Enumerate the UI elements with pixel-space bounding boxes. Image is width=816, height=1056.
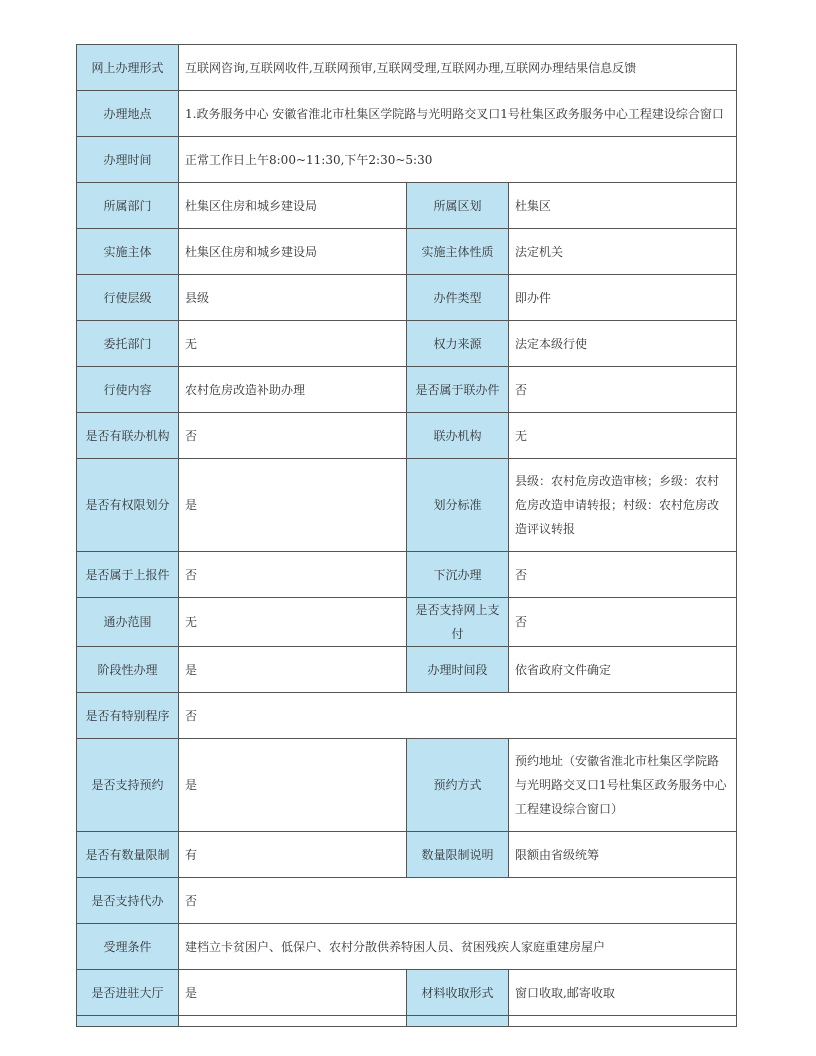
row-value: 否 xyxy=(509,367,737,413)
row-value-continued xyxy=(509,1016,737,1027)
row-label: 阶段性办理 xyxy=(77,647,179,693)
table-row xyxy=(77,970,737,1016)
row-label: 办理时间 xyxy=(77,137,179,183)
row-value: 依省政府文件确定 xyxy=(509,647,737,693)
row-value: 是 xyxy=(179,647,407,693)
row-value: 否 xyxy=(509,598,737,647)
table-row xyxy=(77,739,737,832)
table-row xyxy=(77,647,737,693)
table-row xyxy=(77,45,737,91)
table-row xyxy=(77,321,737,367)
row-value: 是 xyxy=(179,739,407,832)
table-row xyxy=(77,598,737,647)
row-label: 通办范围 xyxy=(77,598,179,647)
table-row xyxy=(77,137,737,183)
row-value: 杜集区住房和城乡建设局 xyxy=(179,183,407,229)
row-value: 法定机关 xyxy=(509,229,737,275)
row-label: 下沉办理 xyxy=(407,552,509,598)
row-label: 委托部门 xyxy=(77,321,179,367)
row-label: 实施主体 xyxy=(77,229,179,275)
row-label-continued xyxy=(407,1016,509,1027)
row-label: 是否支持网上支付 xyxy=(407,598,509,647)
table-row xyxy=(77,924,737,970)
service-info-table xyxy=(76,44,737,1027)
row-value-continued xyxy=(179,1016,407,1027)
row-label: 预约方式 xyxy=(407,739,509,832)
row-label: 是否有权限划分 xyxy=(77,459,179,552)
row-value: 是 xyxy=(179,459,407,552)
table-row xyxy=(77,183,737,229)
table-row xyxy=(77,832,737,878)
table-row xyxy=(77,459,737,552)
table-row xyxy=(77,878,737,924)
row-label: 受理条件 xyxy=(77,924,179,970)
row-label: 网上办理形式 xyxy=(77,45,179,91)
table-row xyxy=(77,552,737,598)
row-label: 办理地点 xyxy=(77,91,179,137)
row-label: 权力来源 xyxy=(407,321,509,367)
row-label: 是否支持代办 xyxy=(77,878,179,924)
row-label: 联办机构 xyxy=(407,413,509,459)
row-label: 是否有联办机构 xyxy=(77,413,179,459)
row-label: 行使内容 xyxy=(77,367,179,413)
table-row xyxy=(77,275,737,321)
row-label: 是否支持预约 xyxy=(77,739,179,832)
row-label: 所属区划 xyxy=(407,183,509,229)
table-row xyxy=(77,413,737,459)
row-label: 数量限制说明 xyxy=(407,832,509,878)
row-value: 正常工作日上午8:00~11:30,下午2:30~5:30 xyxy=(179,137,737,183)
row-value: 否 xyxy=(509,552,737,598)
row-value: 1.政务服务中心 安徽省淮北市杜集区学院路与光明路交叉口1号杜集区政务服务中心工程建设综合窗口 xyxy=(179,91,737,137)
row-value: 无 xyxy=(509,413,737,459)
row-value: 否 xyxy=(179,693,737,739)
row-value: 无 xyxy=(179,598,407,647)
table-row xyxy=(77,367,737,413)
row-value: 否 xyxy=(179,878,737,924)
row-value: 无 xyxy=(179,321,407,367)
row-label-continued xyxy=(77,1016,179,1027)
row-value: 限额由省级统筹 xyxy=(509,832,737,878)
row-value: 预约地址（安徽省淮北市杜集区学院路与光明路交叉口1号杜集区政务服务中心工程建设综合窗口） xyxy=(509,739,737,832)
row-value: 杜集区 xyxy=(509,183,737,229)
row-value: 杜集区住房和城乡建设局 xyxy=(179,229,407,275)
row-value: 法定本级行使 xyxy=(509,321,737,367)
row-label: 办理时间段 xyxy=(407,647,509,693)
row-label: 所属部门 xyxy=(77,183,179,229)
row-value: 互联网咨询,互联网收件,互联网预审,互联网受理,互联网办理,互联网办理结果信息反馈 xyxy=(179,45,737,91)
table-row xyxy=(77,91,737,137)
row-label: 划分标准 xyxy=(407,459,509,552)
row-label: 是否属于联办件 xyxy=(407,367,509,413)
table-row xyxy=(77,693,737,739)
row-label: 行使层级 xyxy=(77,275,179,321)
row-value: 建档立卡贫困户、低保户、农村分散供养特困人员、贫困残疾人家庭重建房屋户 xyxy=(179,924,737,970)
row-value: 否 xyxy=(179,552,407,598)
row-label: 实施主体性质 xyxy=(407,229,509,275)
row-value: 县级 xyxy=(179,275,407,321)
row-value: 窗口收取,邮寄收取 xyxy=(509,970,737,1016)
row-label: 是否有特别程序 xyxy=(77,693,179,739)
row-label: 是否有数量限制 xyxy=(77,832,179,878)
row-value: 农村危房改造补助办理 xyxy=(179,367,407,413)
row-label: 是否进驻大厅 xyxy=(77,970,179,1016)
row-label: 材料收取形式 xyxy=(407,970,509,1016)
row-value: 即办件 xyxy=(509,275,737,321)
table-row-continued xyxy=(77,1016,737,1027)
row-label: 办件类型 xyxy=(407,275,509,321)
row-value: 县级：农村危房改造审核；乡级：农村危房改造申请转报；村级：农村危房改造评议转报 xyxy=(509,459,737,552)
row-value: 否 xyxy=(179,413,407,459)
row-value: 是 xyxy=(179,970,407,1016)
row-label: 是否属于上报件 xyxy=(77,552,179,598)
row-value: 有 xyxy=(179,832,407,878)
table-row xyxy=(77,229,737,275)
